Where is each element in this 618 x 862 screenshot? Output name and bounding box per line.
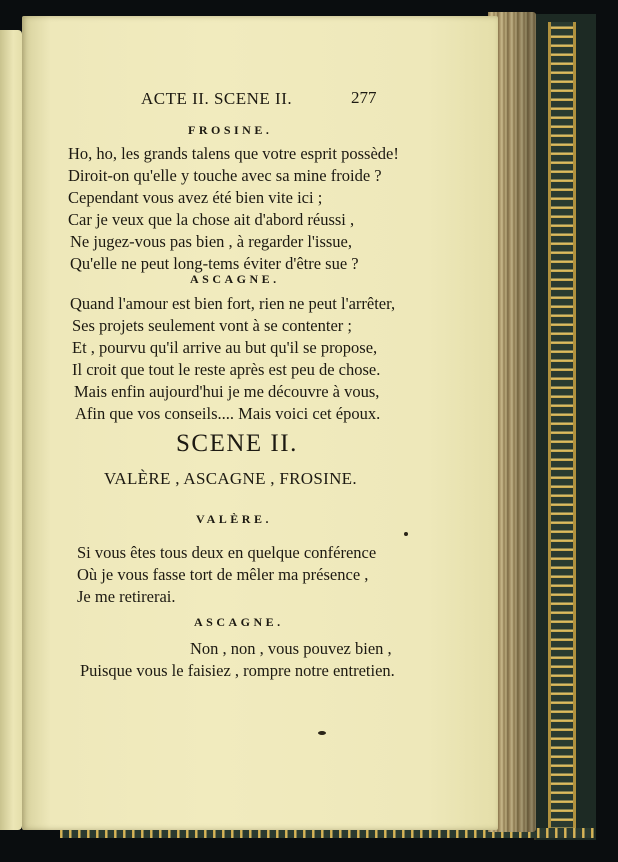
speaker-valere: VALÈRE. [196, 512, 272, 526]
verse-line: Qu'elle ne peut long-tems éviter d'être sue ? [70, 254, 359, 273]
running-head: ACTE II. SCENE II. [141, 89, 293, 108]
verse-line: Où je vous fasse tort de mêler ma présence , [77, 565, 369, 584]
verse-line: Afin que vos conseils.... Mais voici cet époux. [75, 404, 381, 423]
page-number: 277 [351, 88, 377, 107]
verse-line: Ses projets seulement vont à se contenter ; [72, 316, 352, 335]
verse-line: Et , pourvu qu'il arrive au but qu'il se propose, [72, 338, 378, 357]
verse-line: Cependant vous avez été bien vite ici ; [68, 188, 323, 207]
facing-page-edge [0, 30, 22, 830]
verse-line: Quand l'amour est bien fort, rien ne peut l'arrêter, [70, 294, 396, 313]
foxing-spot [318, 731, 326, 735]
verse-line: Mais enfin aujourd'hui je me découvre à vous, [74, 382, 380, 401]
verse-line: Diroit-on qu'elle y touche avec sa mine froide ? [68, 166, 382, 185]
verse-line: Puisque vous le faisiez , rompre notre entretien. [80, 661, 395, 680]
speaker-frosine: FROSINE. [188, 123, 273, 137]
verse-line: Non , non , vous pouvez bien , [190, 639, 392, 658]
verse-line: Si vous êtes tous deux en quelque conférence [77, 543, 377, 562]
foxing-spot [404, 532, 408, 536]
verse-line: Il croit que tout le reste après est peu de chose. [72, 360, 381, 379]
verse-line: Je me retirerai. [77, 587, 176, 606]
verse-line: Ne jugez-vous pas bien , à regarder l'issue, [70, 232, 352, 251]
scene-cast: VALÈRE , ASCAGNE , FROSINE. [104, 469, 357, 488]
scene-title: SCENE II. [176, 430, 298, 457]
verse-line: Ho, ho, les grands talens que votre esprit possède! [68, 144, 399, 163]
speaker-ascagne: ASCAGNE. [190, 272, 280, 286]
verse-line: Car je veux que la chose ait d'abord réussi , [68, 210, 355, 229]
gilt-border-ornament [548, 22, 576, 830]
speaker-ascagne: ASCAGNE. [194, 615, 284, 629]
